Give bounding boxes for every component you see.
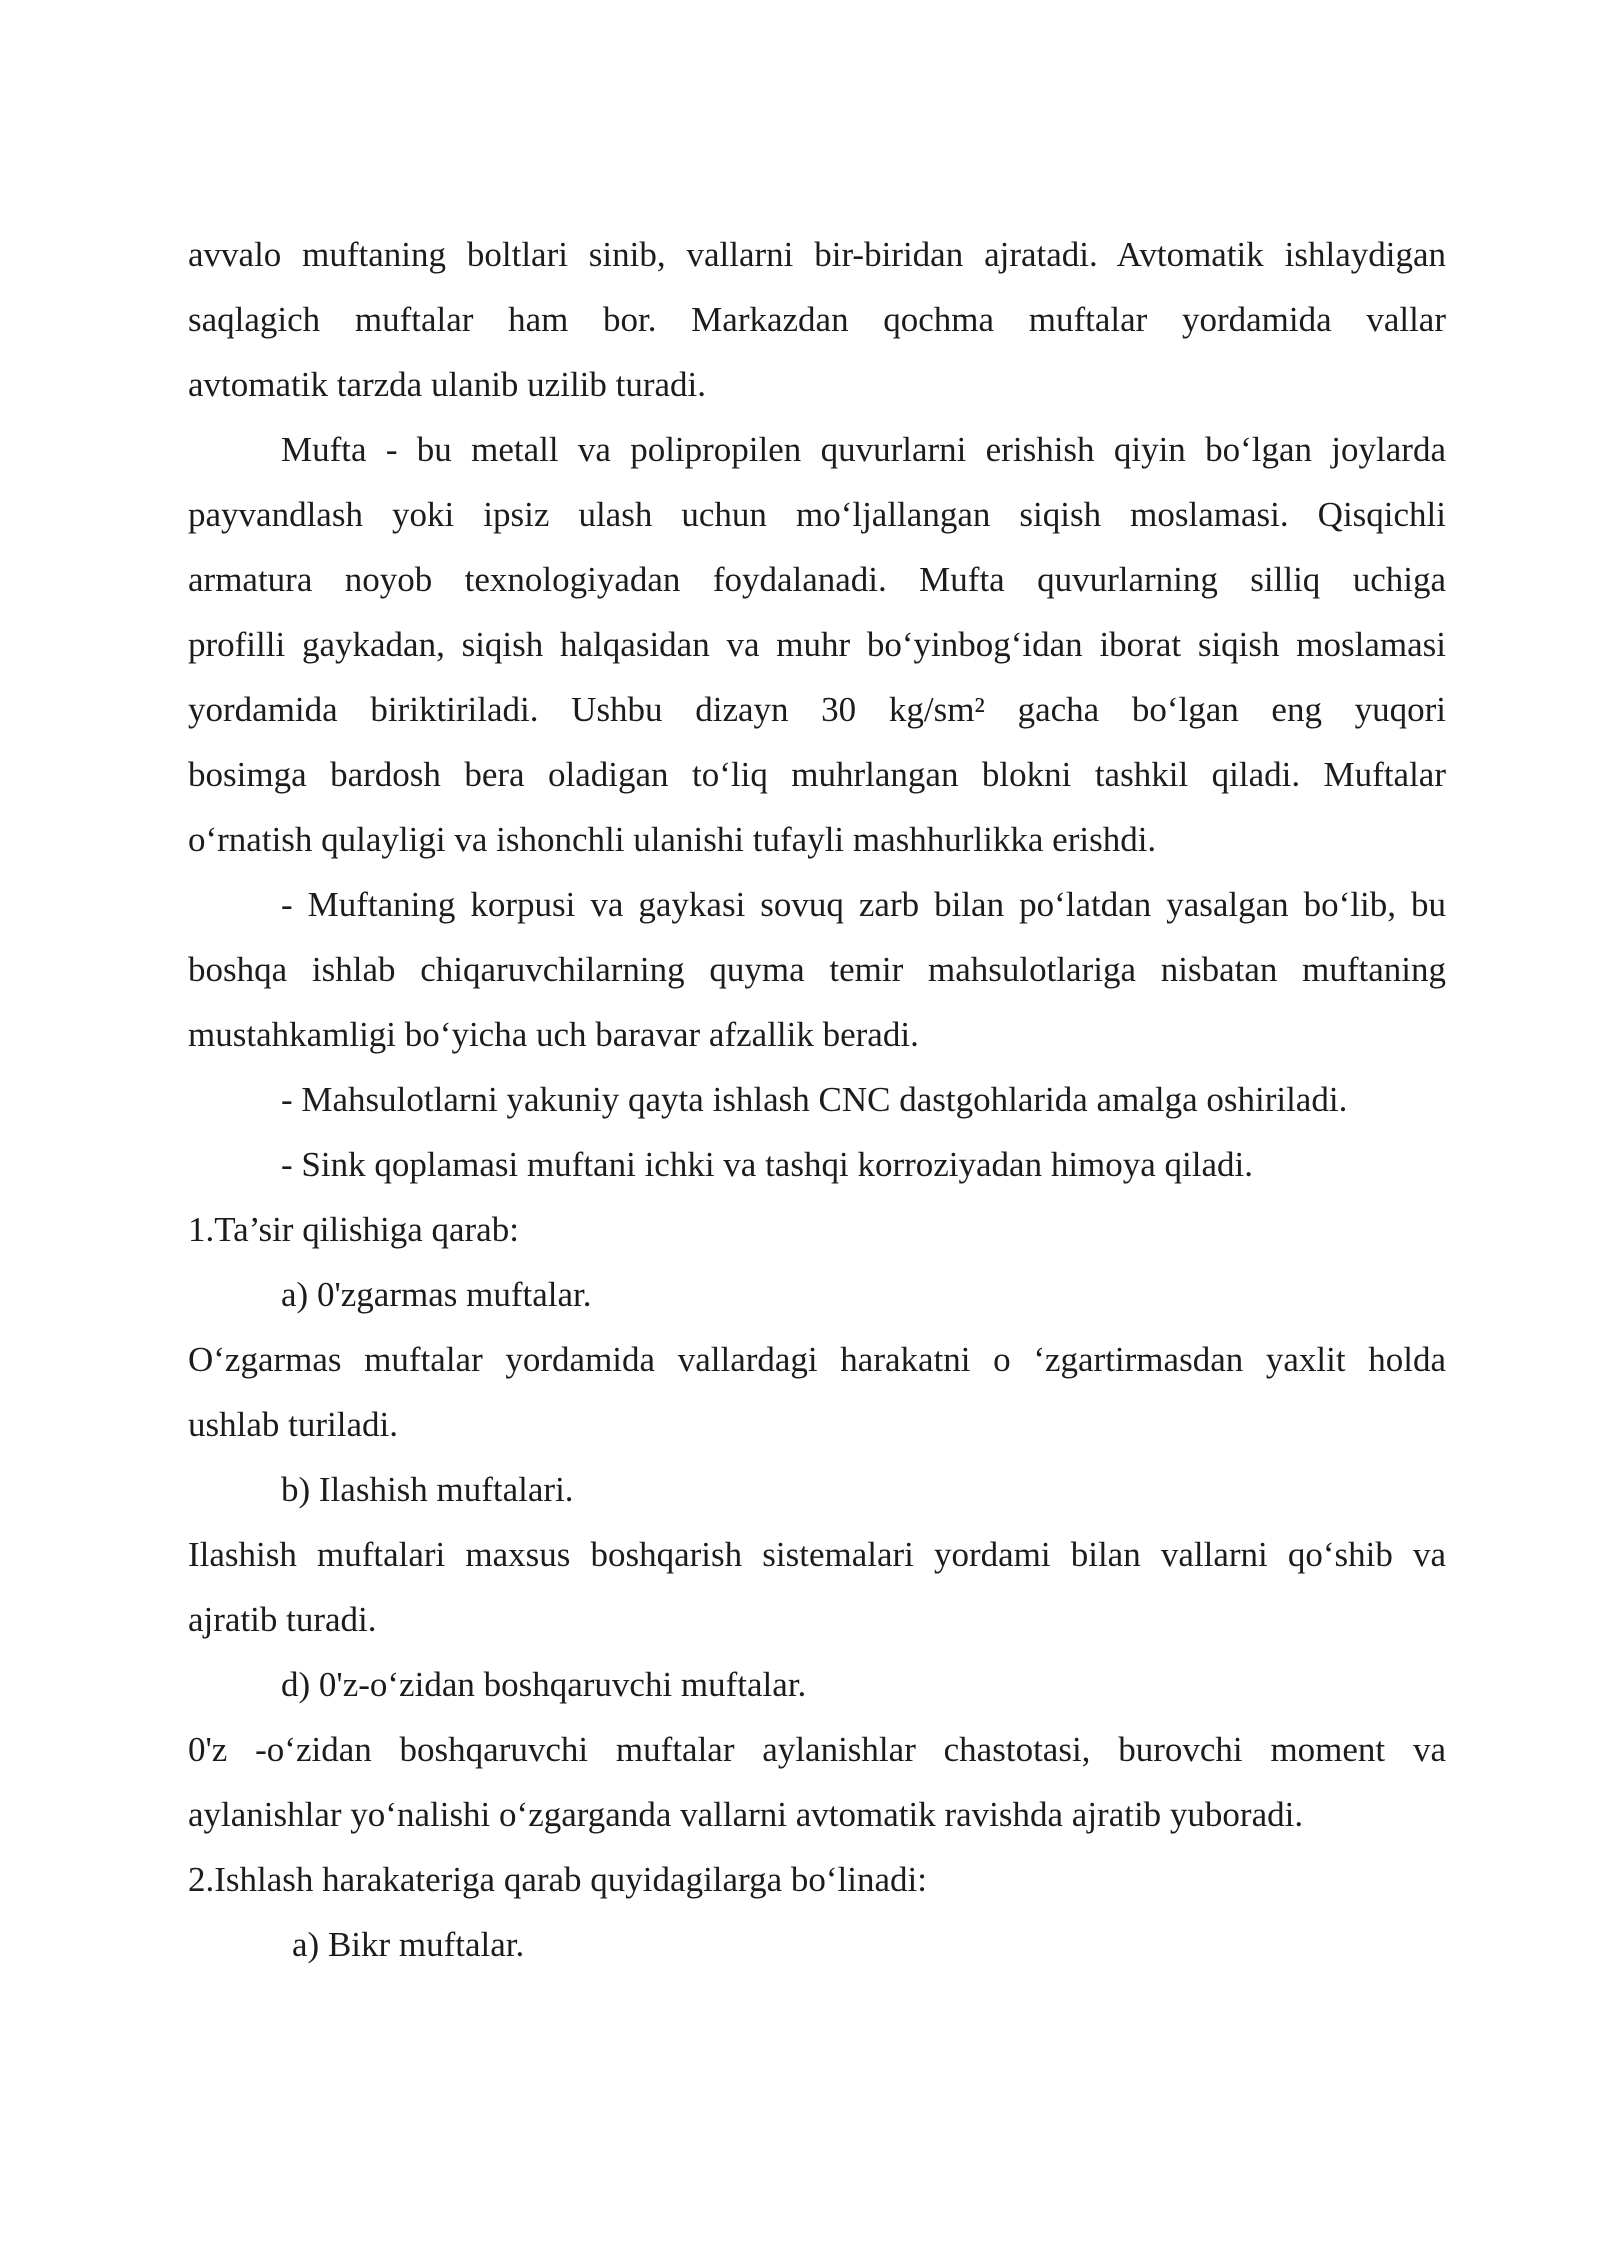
text-line: 2.Ishlash harakateriga qarab quyidagilarga boʻlinadi: bbox=[188, 1860, 927, 1899]
text-line: ushlab turiladi. bbox=[188, 1405, 398, 1444]
text-line: - Sink qoplamasi muftani ichki va tashqi korroziyadan himoya qiladi. bbox=[281, 1145, 1254, 1184]
paragraph-bullet-sink bbox=[188, 1132, 1446, 1197]
text-line: Oʻzgarmas muftalar yordamida vallardagi harakatni o ʻzgartirmasdan yaxlit holda bbox=[188, 1340, 1446, 1379]
text-line: a) Bikr muftalar. bbox=[292, 1925, 525, 1964]
text-line: Mufta - bu metall va polipropilen quvurlarni erishish qiyin boʻlgan joylarda bbox=[281, 430, 1446, 469]
text-line: bosimga bardosh bera oladigan toʻliq muhrlangan blokni tashkil qiladi. Muftalar bbox=[188, 755, 1446, 794]
paragraph-bullet-cnc bbox=[188, 1067, 1446, 1132]
text-line: mustahkamligi boʻyicha uch baravar afzallik beradi. bbox=[188, 1015, 919, 1054]
text-line: b) Ilashish muftalari. bbox=[281, 1470, 574, 1509]
text-line: ajratib turadi. bbox=[188, 1600, 377, 1639]
text-line: - Muftaning korpusi va gaykasi sovuq zarb bilan poʻlatdan yasalgan boʻlib, bu bbox=[281, 885, 1446, 924]
text-line: avtomatik tarzda ulanib uzilib turadi. bbox=[188, 365, 707, 404]
paragraph-ozgarmas bbox=[188, 1327, 1446, 1457]
text-line: aylanishlar yoʻnalishi oʻzgarganda vallarni avtomatik ravishda ajratib yuboradi. bbox=[188, 1795, 1304, 1834]
list-item-d bbox=[188, 1652, 1446, 1717]
text-line: d) 0'z-oʻzidan boshqaruvchi muftalar. bbox=[281, 1665, 807, 1704]
text-line: boshqa ishlab chiqaruvchilarning quyma temir mahsulotlariga nisbatan muftaning bbox=[188, 950, 1446, 989]
paragraph-bullet-korpus bbox=[188, 872, 1446, 1067]
list-item-a-bikr bbox=[188, 1912, 1446, 1977]
paragraph-mufta-definition bbox=[188, 417, 1446, 872]
list-item-b bbox=[188, 1457, 1446, 1522]
list-heading-1 bbox=[188, 1197, 1446, 1262]
list-heading-2 bbox=[188, 1847, 1446, 1912]
text-line: - Mahsulotlarni yakuniy qayta ishlash CNC dastgohlarida amalga oshiriladi. bbox=[281, 1080, 1348, 1119]
text-line: saqlagich muftalar ham bor. Markazdan qochma muftalar yordamida vallar bbox=[188, 300, 1446, 339]
text-line: avvalo muftaning boltlari sinib, vallarni bir-biridan ajratadi. Avtomatik ishlaydigan bbox=[188, 235, 1446, 274]
paragraph-intro bbox=[188, 222, 1446, 417]
text-line: armatura noyob texnologiyadan foydalanadi. Mufta quvurlarning silliq uchiga bbox=[188, 560, 1446, 599]
text-line: Ilashish muftalari maxsus boshqarish sistemalari yordami bilan vallarni qoʻshib va bbox=[188, 1535, 1446, 1574]
text-line: a) 0'zgarmas muftalar. bbox=[281, 1275, 592, 1314]
paragraph-ilashish bbox=[188, 1522, 1446, 1652]
text-line: 0'z -oʻzidan boshqaruvchi muftalar aylanishlar chastotasi, burovchi moment va bbox=[188, 1730, 1446, 1769]
text-line: yordamida biriktiriladi. Ushbu dizayn 30 kg/sm² gacha boʻlgan eng yuqori bbox=[188, 690, 1446, 729]
list-item-a bbox=[188, 1262, 1446, 1327]
paragraph-oz-ozidan bbox=[188, 1717, 1446, 1847]
text-line: payvandlash yoki ipsiz ulash uchun moʻljallangan siqish moslamasi. Qisqichli bbox=[188, 495, 1446, 534]
text-line: profilli gaykadan, siqish halqasidan va muhr boʻyinbogʻidan iborat siqish moslamasi bbox=[188, 625, 1446, 664]
text-line: oʻrnatish qulayligi va ishonchli ulanishi tufayli mashhurlikka erishdi. bbox=[188, 820, 1157, 859]
text-line: 1.Ta’sir qilishiga qarab: bbox=[188, 1210, 519, 1249]
